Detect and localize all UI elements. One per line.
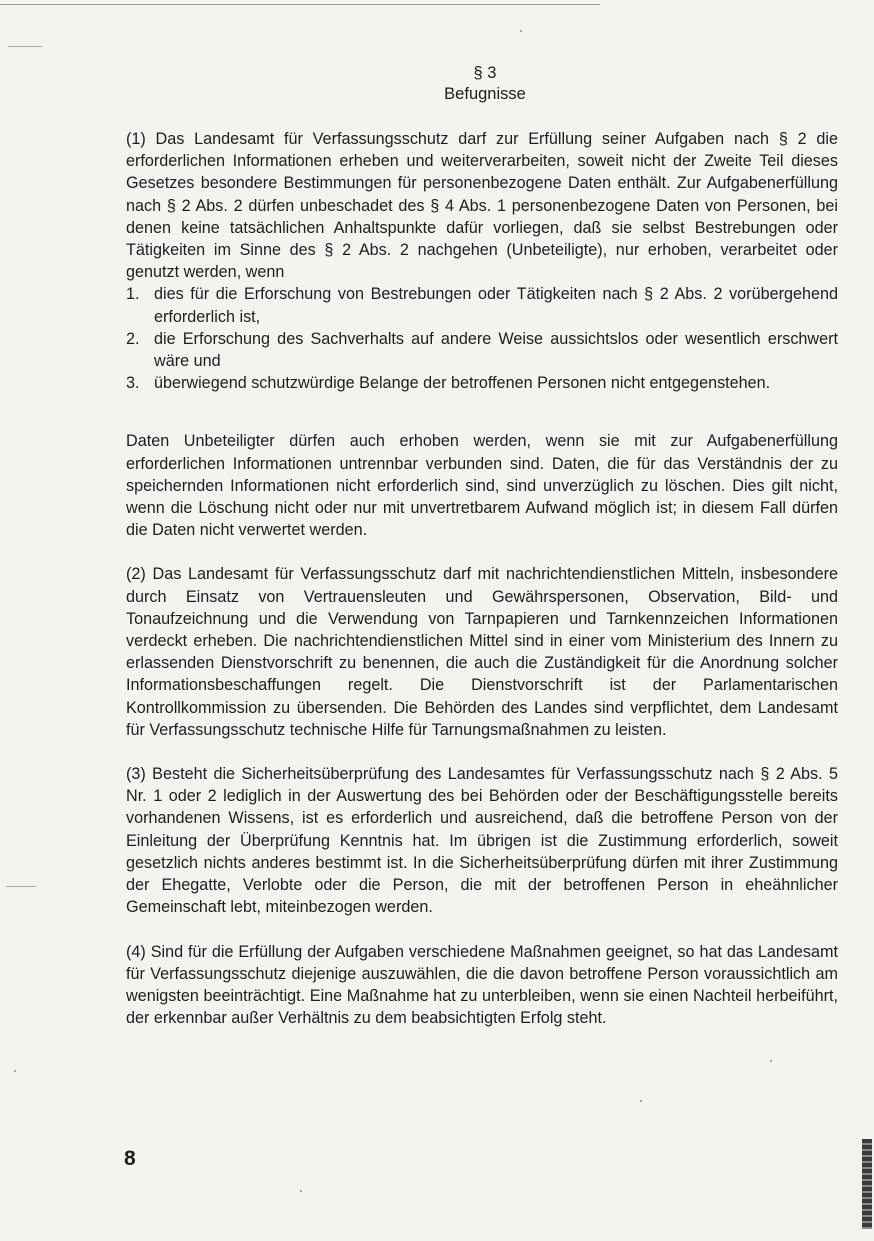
spacer xyxy=(126,541,838,563)
page-number: 8 xyxy=(124,1147,136,1170)
list-item-text: dies für die Erforschung von Bestrebungen oder Tätigkeiten nach § 2 Abs. 2 vorübergehend erforderlich ist, xyxy=(154,285,838,326)
spacer xyxy=(126,741,838,763)
section-heading xyxy=(0,64,874,104)
scan-artifact xyxy=(640,1100,642,1102)
scan-artifact xyxy=(8,46,42,47)
scan-artifact xyxy=(6,886,36,887)
list-item-number: 1. xyxy=(126,285,140,304)
section-title: Befugnisse xyxy=(444,85,526,103)
section-body xyxy=(126,128,838,1029)
list-item-number: 2. xyxy=(126,329,140,348)
section-number: § 3 xyxy=(473,64,497,82)
spacer xyxy=(126,394,838,430)
paragraph-1-followup: Daten Unbeteiligter dürfen auch erhoben werden, wenn sie mit zur Aufgabenerfüllung erforderlichen Informationen untrennbar verbunden sind. Daten, die für das Verständnis der zu speichernden Informationen nicht erforderlich sind, sind unverzüglich zu löschen. Dies gilt nicht, wenn die Löschung nicht oder nur mit unvertretbarem Aufwand möglich ist; in diesem Fall dürfen die Daten nicht verwertet werden. xyxy=(126,432,838,540)
paragraph-2: (2) Das Landesamt für Verfassungsschutz darf mit nachrichtendienstlichen Mitteln, insbesondere durch Einsatz von Vertrauensleuten und Gewährspersonen, Observation, Bild- und Tonaufzeichnung und die Verwendung von Tarnpapieren und Tarnkennzeichen Informationen verdeckt erheben. Die nachrichtendienstlichen Mittel sind in einer vom Ministerium des Innern zu erlassenden Dienstvorschrift zu benennen, die auch die Zuständigkeit für die Anordnung solcher Informationsbeschaffungen regelt. Die Dienstvorschrift ist der Parlamentarischen Kontrollkommission zu übersenden. Die Behörden des Landes sind verpflichtet, dem Landesamt für Verfassungsschutz technische Hilfe für Tarnungsmaßnahmen zu leisten. xyxy=(126,565,838,739)
spacer xyxy=(126,919,838,941)
scan-artifact xyxy=(520,30,522,32)
paragraph-1-list xyxy=(126,283,838,394)
scan-artifact xyxy=(14,1070,16,1072)
list-item-text: überwiegend schutzwürdige Belange der betroffenen Personen nicht entgegenstehen. xyxy=(154,374,771,393)
scan-top-rule xyxy=(0,4,600,5)
scan-artifact xyxy=(300,1190,302,1192)
list-item xyxy=(126,372,838,394)
scan-artifact xyxy=(770,1060,772,1062)
paragraph-3: (3) Besteht die Sicherheitsüberprüfung des Landesamtes für Verfassungsschutz nach § 2 Abs. 5 Nr. 1 oder 2 lediglich in der Auswertung des bei Behörden oder der Beschäftigungsstelle bereits vorhandenen Wissens, ist es erforderlich und ausreichend, daß die betroffene Person von der Einleitung der Überprüfung Kenntnis hat. Im übrigen ist die Zustimmung erforderlich, soweit gesetzlich nichts anderes bestimmt ist. In die Sicherheitsüberprüfung dürfen mit ihrer Zustimmung der Ehegatte, Verlobte oder die Person, die mit der betroffenen Person in eheähnlicher Gemeinschaft lebt, miteinbezogen werden. xyxy=(126,765,838,917)
list-item xyxy=(126,283,838,327)
paragraph-1-intro: (1) Das Landesamt für Verfassungsschutz darf zur Erfüllung seiner Aufgaben nach § 2 die erforderlichen Informationen erheben und weiterverarbeiten, soweit nicht der Zweite Teil dieses Gesetzes besondere Bestimmungen für personenbezogene Daten enthält. Zur Aufgabenerfüllung nach § 2 Abs. 2 dürfen unbeschadet des § 4 Abs. 1 personenbezogene Daten von Personen, bei denen keine tatsächlichen Anhaltspunkte dafür vorliegen, daß sie selbst Bestrebungen oder Tätigkeiten im Sinne des § 2 Abs. 2 nachgehen (Unbeteiligte), nur erhoben, verarbeitet oder genutzt werden, wenn xyxy=(126,130,838,282)
list-item xyxy=(126,328,838,372)
list-item-text: die Erforschung des Sachverhalts auf andere Weise aussichtslos oder wesentlich erschwert wäre und xyxy=(154,329,838,371)
scan-edge-mark xyxy=(862,1139,872,1229)
list-item-number: 3. xyxy=(126,374,140,393)
paragraph-4: (4) Sind für die Erfüllung der Aufgaben verschiedene Maßnahmen geeignet, so hat das Landesamt für Verfassungsschutz diejenige auszuwählen, die die davon betroffene Person voraussichtlich am wenigsten beeinträchtigt. Eine Maßnahme hat zu unterbleiben, wenn sie einen Nachteil herbeiführt, der erkennbar außer Verhältnis zu dem beabsichtigten Erfolg steht. xyxy=(126,942,838,1028)
